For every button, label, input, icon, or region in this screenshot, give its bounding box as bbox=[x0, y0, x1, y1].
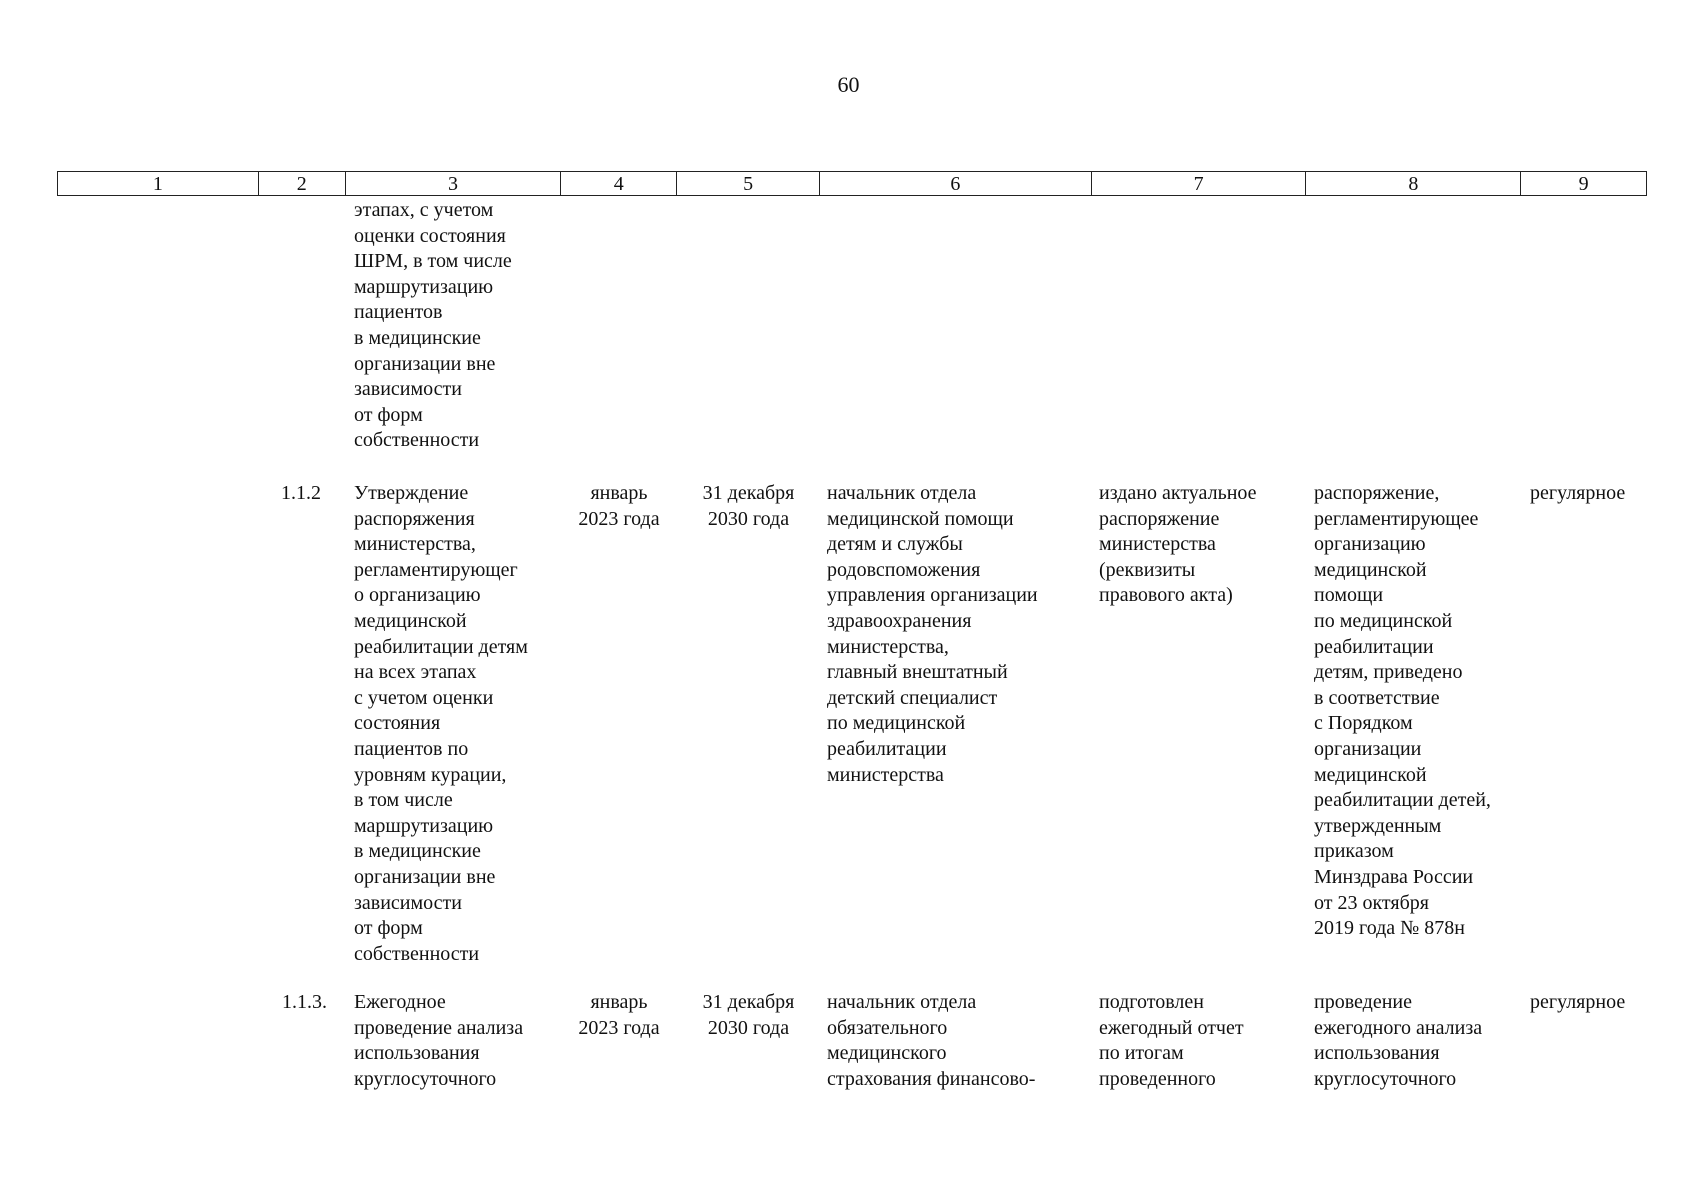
row-1-1-3-description bbox=[354, 990, 523, 1092]
cell-line: использования bbox=[1314, 1042, 1440, 1065]
cell-line: организации вне bbox=[354, 865, 496, 888]
cell-line: по медицинской bbox=[1314, 609, 1453, 632]
cell-line: министерства, bbox=[354, 533, 476, 556]
cell-line: медицинской bbox=[354, 609, 467, 632]
cell-line: 2023 года bbox=[578, 507, 660, 530]
cell-line: регламентирующее bbox=[1314, 507, 1479, 530]
cell-line: начальник отдела bbox=[827, 482, 977, 504]
cell-line: уровням курации, bbox=[354, 763, 507, 786]
cell-line: 2019 года № 878н bbox=[1314, 917, 1465, 940]
cell-line: регламентирующег bbox=[354, 558, 518, 581]
cell-line: 2023 года bbox=[578, 1016, 660, 1039]
cell-line: медицинской bbox=[1314, 558, 1427, 581]
row-1-1-3-result bbox=[1099, 990, 1244, 1092]
cell-line: правового акта) bbox=[1099, 584, 1233, 607]
cell-line: в том числе bbox=[354, 789, 453, 812]
row-continuation-col-3 bbox=[354, 198, 512, 454]
cell-line: начальник отдела bbox=[827, 991, 977, 1013]
header-col-3: 3 bbox=[346, 172, 562, 195]
cell-line: приказом bbox=[1314, 840, 1394, 863]
cell-line: подготовлен bbox=[1099, 991, 1204, 1013]
page-number: 60 bbox=[837, 72, 860, 97]
cell-line: Ежегодное bbox=[354, 991, 446, 1013]
row-1-1-2-indicator bbox=[1314, 481, 1491, 942]
row-1-1-3-indicator bbox=[1314, 990, 1482, 1092]
cell-line: реабилитации детям bbox=[354, 635, 528, 658]
cell-line: детский специалист bbox=[827, 686, 998, 709]
cell-line: проведение анализа bbox=[354, 1016, 524, 1039]
cell-line: 2030 года bbox=[707, 1016, 790, 1039]
cell-line: зависимости bbox=[354, 891, 462, 914]
cell-line: медицинского bbox=[827, 1042, 947, 1065]
cell-line: распоряжение, bbox=[1314, 482, 1440, 504]
cell-line: детям и службы bbox=[827, 533, 963, 556]
cell-line: 31 декабря bbox=[702, 991, 795, 1013]
header-col-7: 7 bbox=[1092, 172, 1307, 195]
cell-line: зависимости bbox=[354, 378, 462, 401]
cell-line: использования bbox=[354, 1042, 480, 1065]
cell-line: в медицинские bbox=[354, 840, 481, 863]
header-col-2: 2 bbox=[259, 172, 346, 195]
cell-line: пациентов bbox=[354, 301, 443, 324]
cell-line: министерства bbox=[1099, 533, 1216, 556]
cell-line: медицинской помощи bbox=[827, 507, 1014, 530]
header-col-5: 5 bbox=[677, 172, 820, 195]
row-1-1-3-end-date bbox=[677, 990, 820, 1041]
cell-line: маршрутизацию bbox=[354, 275, 494, 298]
header-col-6: 6 bbox=[820, 172, 1092, 195]
cell-line: распоряжения bbox=[354, 507, 475, 530]
cell-line: ежегодный отчет bbox=[1099, 1016, 1244, 1039]
row-1-1-2-description bbox=[354, 481, 528, 967]
cell-line: в медицинские bbox=[354, 326, 481, 349]
cell-line: детям, приведено bbox=[1314, 661, 1463, 684]
cell-line: с учетом оценки bbox=[354, 686, 494, 709]
cell-line: (реквизиты bbox=[1099, 558, 1196, 581]
cell-line: обязательного bbox=[827, 1016, 948, 1039]
cell-line: 1.1.3. bbox=[282, 991, 327, 1013]
cell-line: здравоохранения bbox=[827, 609, 972, 632]
row-1-1-3-periodicity bbox=[1530, 990, 1625, 1016]
header-col-1: 1 bbox=[58, 172, 259, 195]
cell-line: по медицинской bbox=[827, 712, 966, 735]
cell-line: ежегодного анализа bbox=[1314, 1016, 1483, 1039]
cell-line: маршрутизацию bbox=[354, 814, 494, 837]
cell-line: проведение bbox=[1314, 991, 1412, 1013]
cell-line: утвержденным bbox=[1314, 814, 1442, 837]
cell-line: Минздрава России bbox=[1314, 865, 1474, 888]
cell-line: собственности bbox=[354, 429, 480, 452]
row-1-1-3-responsible bbox=[827, 990, 1035, 1092]
cell-line: регулярное bbox=[1530, 991, 1626, 1013]
cell-line: в соответствие bbox=[1314, 686, 1440, 709]
row-1-1-2-responsible bbox=[827, 481, 1038, 788]
cell-line: от форм bbox=[354, 917, 423, 940]
cell-line: родовспоможения bbox=[827, 558, 981, 581]
cell-line: Утверждение bbox=[354, 482, 469, 504]
cell-line: управления организации bbox=[827, 584, 1038, 607]
cell-line: страхования финансово- bbox=[827, 1067, 1036, 1090]
cell-line: ШРМ, в том числе bbox=[354, 250, 512, 273]
cell-line: регулярное bbox=[1530, 482, 1626, 504]
cell-line: реабилитации детей, bbox=[1314, 789, 1491, 812]
row-1-1-2-periodicity bbox=[1530, 481, 1625, 507]
cell-line: реабилитации bbox=[827, 737, 947, 760]
table-header-row bbox=[57, 171, 1647, 196]
cell-line: министерства bbox=[827, 763, 944, 786]
cell-line: 2030 года bbox=[707, 507, 790, 530]
cell-line: от форм bbox=[354, 403, 423, 426]
row-1-1-2-start-date bbox=[561, 481, 677, 532]
header-col-9: 9 bbox=[1578, 172, 1589, 195]
cell-line: круглосуточного bbox=[1314, 1067, 1457, 1090]
cell-line: организацию bbox=[1314, 533, 1426, 556]
cell-line: по итогам bbox=[1099, 1042, 1184, 1065]
row-1-1-2-result bbox=[1099, 481, 1257, 609]
cell-line: январь bbox=[590, 991, 648, 1013]
row-1-1-2-end-date bbox=[677, 481, 820, 532]
cell-line: состояния bbox=[354, 712, 441, 735]
cell-line: пациентов по bbox=[354, 737, 469, 760]
cell-line: главный внештатный bbox=[827, 661, 1008, 684]
cell-line: издано актуальное bbox=[1099, 482, 1257, 504]
row-1-1-2-number bbox=[258, 481, 321, 507]
cell-line: собственности bbox=[354, 942, 480, 965]
header-col-4: 4 bbox=[561, 172, 677, 195]
cell-line: на всех этапах bbox=[354, 661, 477, 684]
cell-line: круглосуточного bbox=[354, 1067, 497, 1090]
row-1-1-3-start-date bbox=[561, 990, 677, 1041]
cell-line: организации вне bbox=[354, 352, 496, 375]
cell-line: 31 декабря bbox=[702, 482, 795, 504]
cell-line: помощи bbox=[1314, 584, 1384, 607]
header-col-8: 8 bbox=[1306, 172, 1521, 195]
cell-line: с Порядком bbox=[1314, 712, 1413, 735]
cell-line: министерства, bbox=[827, 635, 949, 658]
cell-line: этапах, с учетом bbox=[354, 199, 494, 221]
cell-line: от 23 октября bbox=[1314, 891, 1429, 914]
cell-line: 1.1.2 bbox=[281, 482, 321, 504]
cell-line: распоряжение bbox=[1099, 507, 1220, 530]
cell-line: реабилитации bbox=[1314, 635, 1434, 658]
cell-line: организации bbox=[1314, 737, 1422, 760]
cell-line: проведенного bbox=[1099, 1067, 1216, 1090]
cell-line: январь bbox=[590, 482, 648, 504]
row-1-1-3-number bbox=[258, 990, 327, 1016]
cell-line: оценки состояния bbox=[354, 224, 506, 247]
cell-line: о организацию bbox=[354, 584, 481, 607]
cell-line: медицинской bbox=[1314, 763, 1427, 786]
